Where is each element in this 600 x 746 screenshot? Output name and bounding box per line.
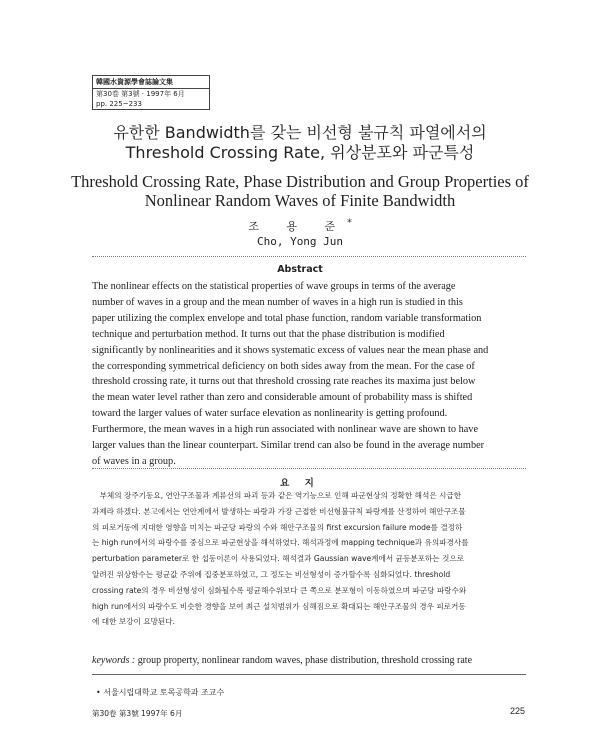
page-number: 225 xyxy=(510,706,526,716)
abstract-line: Furthermore, the mean waves in a high run associated with nonlinear wave are shown to have xyxy=(92,424,479,436)
author-english: Cho, Yong Jun xyxy=(256,235,344,248)
summary-line: 과제라 하겠다. 본고에서는 연안계에서 발생하는 파랑과 가장 근접한 비선형불규칙 파랑계를 산정하여 해안구조물 xyxy=(92,506,466,516)
abstract-line: The nonlinear effects on the statistical properties of wave groups in terms of the average xyxy=(92,281,456,292)
footer-issue: 第30卷 第3號 1997年 6月 xyxy=(92,709,183,718)
title-english-line-1: Threshold Crossing Rate, Phase Distribution and Group Properties of xyxy=(71,172,529,191)
author-footnote-mark: * xyxy=(347,218,352,229)
abstract-line: number of waves in a group and the mean number of waves in a high run is studied in this xyxy=(92,296,463,308)
summary-line: 는 high run에서의 파랑수를 중심으로 파군현상을 해석하였다. 해석과정에 mapping technique과 유의파경사를 xyxy=(92,538,469,548)
journal-pages: pp. 225~233 xyxy=(96,100,142,108)
abstract-line: toward the larger values of water surface elevation as nonlinearity is getting profound. xyxy=(92,408,448,420)
summary-line: high run에서의 파랑수도 비슷한 경향을 보여 최근 설치범위가 심해짐으로 확대되는 해안구조물의 경우 피로거동 xyxy=(92,601,466,611)
summary-line: 알려진 위상함수는 평균값 주위에 집중분포하였고, 그 정도는 비선형성이 증가할수록 심화되었다. threshold xyxy=(92,569,451,579)
abstract-line: of waves in a group. xyxy=(92,455,176,467)
footnote-divider xyxy=(92,674,526,675)
author-korean-name: 조 용 준 xyxy=(248,220,348,233)
abstract-text xyxy=(92,279,526,470)
abstract-line: significantly by nonlinearities and it shows systematic excess of values near the mean phase and xyxy=(92,344,489,356)
keywords-text: group property, nonlinear random waves, phase distribution, threshold crossing rate xyxy=(135,655,473,666)
journal-volume: 第30卷 第3號 · 1997年 6月 xyxy=(96,90,185,98)
journal-info-box xyxy=(92,75,210,110)
title-korean-line-1: 유한한 Bandwidth를 갖는 비선형 불규칙 파열에서의 xyxy=(113,123,487,142)
summary-heading: 요 지 xyxy=(280,478,320,489)
keywords-line xyxy=(92,655,472,666)
divider xyxy=(92,256,526,257)
author-affiliation-footnote: • 서울시립대학교 토목공학과 조교수 xyxy=(96,688,225,697)
summary-line: crossing rate의 경우 비선형성이 심화될수록 평균해수위보다 큰 쪽으로 분포형이 이동하였으며 파군당 파랑수와 xyxy=(92,585,467,595)
abstract-line: threshold crossing rate, it turns out that threshold crossing rate reaches its maxima just below xyxy=(92,376,476,388)
abstract-line: the mean water level rather than zero and considerable amount of probability mass is shifted xyxy=(92,392,473,404)
keywords-label: keywords : xyxy=(92,655,136,666)
summary-line: perturbation parameter로 한 섭동이론이 사용되었다. 해석결과 Gaussian wave계에서 균등분포하는 것으로 xyxy=(92,554,465,564)
abstract-line: the corresponding symmetrical deficiency on both sides away from the mean. For the case of xyxy=(92,360,475,372)
summary-line: 부체의 장주기동요, 연안구조물과 계류선의 파괴 등과 같은 역기능으로 인해 파군현상의 정확한 해석은 시급한 xyxy=(92,491,462,500)
author-korean xyxy=(0,218,600,234)
abstract-line: larger values than the linear counterpart. Similar trend can also be found in the average number xyxy=(92,440,485,452)
divider xyxy=(92,468,526,469)
journal-name: 韓國水資源學會誌論文集 xyxy=(93,76,209,89)
summary-line: 에 대한 보강이 요망된다. xyxy=(92,617,176,627)
summary-line: 의 피로거동에 지대한 영향을 미치는 파군당 파랑의 수와 해안구조물의 first excursion failure mode를 결정하 xyxy=(92,522,463,532)
abstract-line: technique and perturbation method. It turns out that the phase distribution is modified xyxy=(92,328,445,340)
title-english-line-2: Nonlinear Random Waves of Finite Bandwidth xyxy=(144,191,456,210)
title-korean-line-2: Threshold Crossing Rate, 위상분포와 파군특성 xyxy=(125,143,475,162)
abstract-line: paper utilizing the complex envelope and total phase function, random variable transformation xyxy=(92,312,482,324)
summary-text xyxy=(92,488,526,630)
abstract-heading: Abstract xyxy=(277,264,323,275)
